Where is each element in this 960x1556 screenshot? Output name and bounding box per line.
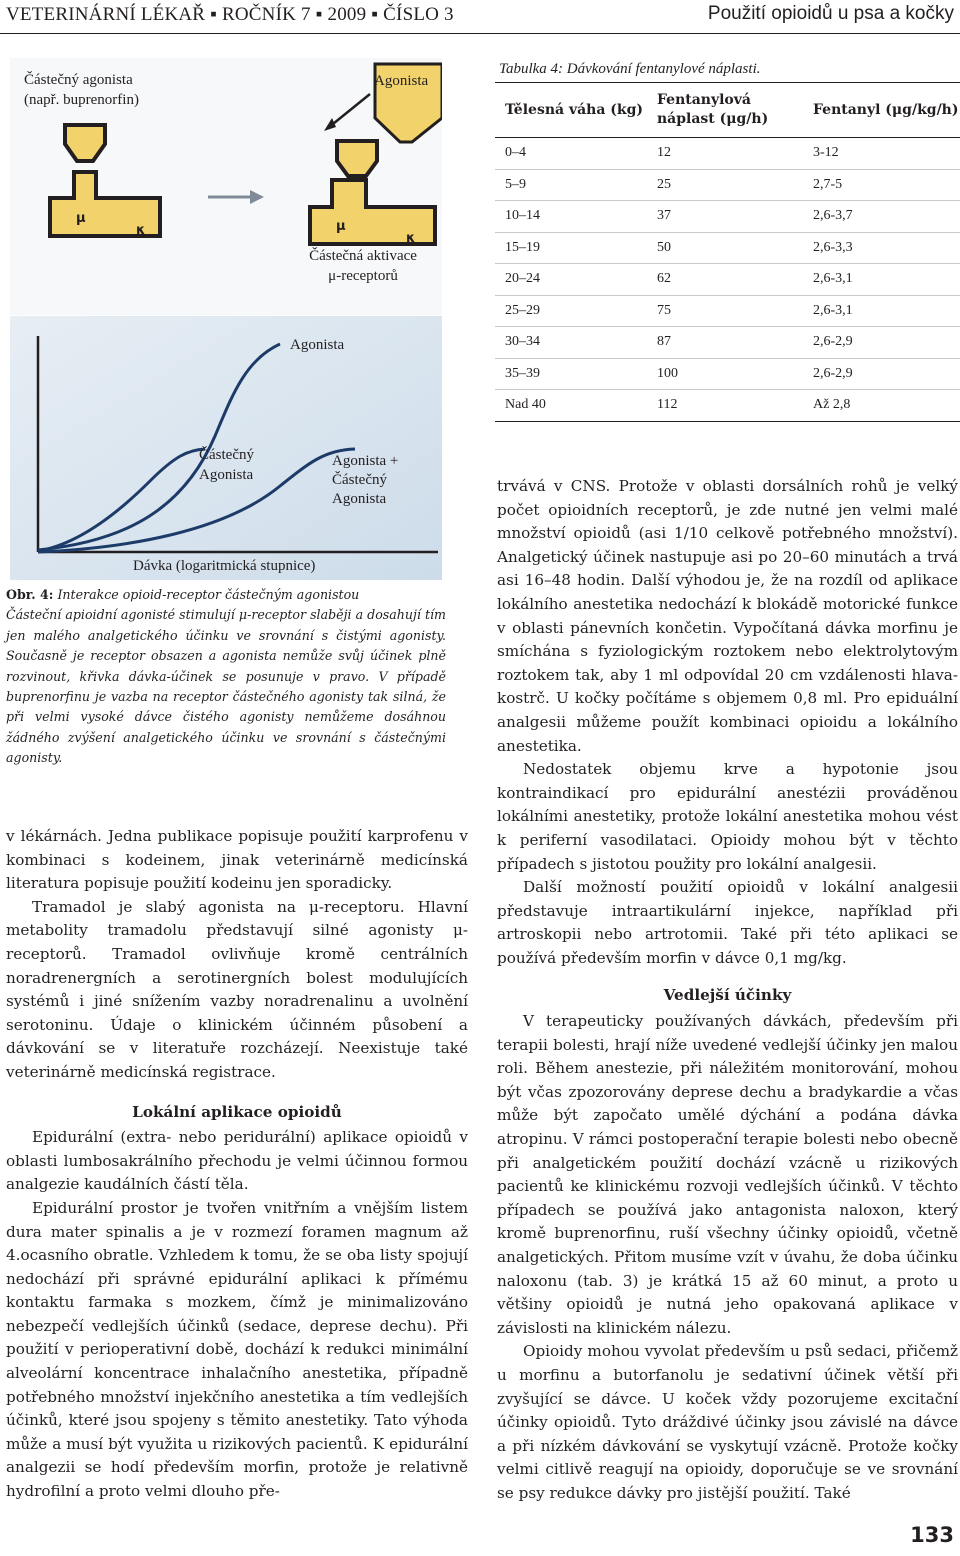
cell-patch: 37 xyxy=(657,208,671,224)
cell-patch: 75 xyxy=(657,302,671,318)
curve-agonist-label: Agonista xyxy=(290,337,345,353)
cell-patch: 62 xyxy=(657,271,671,287)
cell-weight: 5–9 xyxy=(505,176,526,192)
cell-patch: 87 xyxy=(657,334,671,350)
table-header-row xyxy=(495,83,960,138)
bound-partial-agonist-shape xyxy=(337,141,377,176)
paragraph: v lékárnách. Jedna publikace popisuje použití karprofenu v kombinaci s kodeinem, jinak veterinárně medicínská literatura popisuje použití kodeinu jen sporadicky. xyxy=(6,827,468,893)
table-row xyxy=(495,390,960,421)
cell-patch: 50 xyxy=(657,239,671,255)
section-heading-side-effects: Vedlejší účinky xyxy=(663,986,792,1005)
page-number: 133 xyxy=(910,1523,954,1547)
x-axis-label: Dávka (logaritmická stupnice) xyxy=(133,558,316,574)
cell-fentanyl: 2,6-3,7 xyxy=(813,208,853,224)
cell-fentanyl: 2,6-3,1 xyxy=(813,271,853,287)
figure-4 xyxy=(10,58,442,580)
table-row xyxy=(495,201,960,233)
cell-fentanyl: 3-12 xyxy=(813,145,839,161)
table-row xyxy=(495,233,960,265)
partial-activation-label-1: Částečná aktivace xyxy=(309,248,417,264)
table-row xyxy=(495,138,960,170)
page-header xyxy=(0,0,960,34)
caption-body: Částeční apioidní agonisté stimulují μ-receptor slaběji a dosahují tím jen malého analgetického účinku ve srovnání s čistými agonisty. Současně je receptor obsazen a agonista nemůže svůj účinek plně rozvinout, křivka dávka-účinek se posunuje v pravo. V případě buprenorfinu je vazba na receptor částečného agonisty tak silná, že při velmi vysoké dávce čistého agonisty nemůžeme dosáhnou žádného zvýšení analgetického účinku ve srovnání s částečnými agonisty. xyxy=(6,607,446,766)
cell-weight: 0–4 xyxy=(505,145,526,161)
table-row xyxy=(495,264,960,296)
cell-weight: 25–29 xyxy=(505,302,540,318)
dose-response-chart xyxy=(10,316,442,580)
paragraph: V terapeuticky používaných dávkách, především při terapii bolesti, hrají níže uvedené vedlejší účinky jen malou roli. Během anestezie, při náležitém monitorování, mohou být včas zpozorovány deprese dechu a bradykardie a včas může být započato umělé dýchání a podána dávka atropinu. V rámci postoperační terapie bolesti nebo obecně při analgetickém použití dochází vzácně u rizikových pacientů ke klinickému rozvoji vedlejších účinků. V těchto případech se používá jako antagonista naloxon, který kromě buprenorfinu, ruší všechny účinky opioidů, včetně analgetických. Přitom musíme vzít v úvahu, že doba účinku naloxonu (tab. 3) je krátká 15 až 60 minut, a proto u většiny opioidů je nutná jeho opakovaná aplikace v závislosti na klinickém nálezu. xyxy=(497,1012,958,1337)
cell-patch: 25 xyxy=(657,176,671,192)
section-heading-local-application: Lokální aplikace opioidů xyxy=(132,1102,342,1121)
fentanyl-dosing-table xyxy=(495,58,960,422)
cell-fentanyl: Až 2,8 xyxy=(813,397,851,413)
header-rule xyxy=(0,33,960,34)
caption-label: Obr. 4: xyxy=(6,587,54,602)
mu-label-right: μ xyxy=(336,219,346,234)
header-weight: Tělesná váha (kg) xyxy=(505,101,644,118)
rejection-arrow-icon xyxy=(328,94,370,128)
cell-weight: 15–19 xyxy=(505,239,540,255)
cell-fentanyl: 2,6-3,3 xyxy=(813,239,853,255)
cell-weight: 10–14 xyxy=(505,208,540,224)
table-title: Tabulka 4: Dávkování fentanylové náplasti. xyxy=(499,61,761,77)
paragraph: Epidurální (extra- nebo peridurální) aplikace opioidů v oblasti lumbosakrálního přechodu je velmi účinnou formou analgezie kaudálních částí těla. xyxy=(6,1128,468,1194)
curve-partial-label-2: Agonista xyxy=(199,467,254,483)
mu-label-left: μ xyxy=(76,211,86,226)
partial-agonist-shape xyxy=(65,125,105,161)
cell-weight: Nad 40 xyxy=(505,397,546,413)
partial-agonist-example: (např. buprenorfin) xyxy=(24,92,139,108)
cell-patch: 100 xyxy=(657,365,678,381)
cell-fentanyl: 2,6-2,9 xyxy=(813,334,853,350)
table-row xyxy=(495,170,960,202)
cell-fentanyl: 2,6-2,9 xyxy=(813,365,853,381)
cell-patch: 12 xyxy=(657,145,671,161)
paragraph: trvává v CNS. Protože v oblasti dorsálních rohů je velký počet opioidních receptorů, je zde nutné jen velmi malé množství opioidů (asi 1/10 celkově potřebného množství). Analgetický účinek nastupuje asi po 20–60 minutách a trvá asi 16–48 hodin. Další výhodou je, že na rozdíl od aplikace lokálního anestetika nedochází k blokádě motorické funkce v oblasti pánevních končetin. Vypočítaná dávka morfinu je smíchána s fyziologickým roztokem nebo elektrolytovým roztokem tak, aby 1 ml odpovídal 20 cm vzdálenosti hlava-kostrč. U kočky počítáme s objemem 0,8 ml. Pro epiduální analgesii můžeme použít kombinaci opioidu a lokálního anestetika. xyxy=(497,477,958,755)
cell-fentanyl: 2,6-3,1 xyxy=(813,302,853,318)
paragraph: Nedostatek objemu krve a hypotonie jsou kontraindikací pro epidurální anestézii prováděnou lokálními anestetiky, protože lokální anestetika mohou vést k periferní vasodilataci. Opioidy mohou být v těchto případech s jistotou použity pro lokální analgesii. xyxy=(497,760,958,873)
paragraph: Epidurální prostor je tvořen vnitřním a vnějším listem dura mater spinalis a je v rozmezí foramen magnum až 4.ocasního obratle. Vzhledem k tomu, že se oba listy spojují nedochází při správné epidurální aplikaci k přímému kontaktu farmaka s mozkem, čímž je minimalizováno nebezpečí vedlejších účinků (sedace, deprese dechu). Při použití v perioperativní době, dochází k redukci minimální alveolární koncentrace inhalačního anestetika, případně potřebného množství injekčního anestetika a tím vedlejších účinků, které jsou spojeny s těmito anestetiky. Tato výhoda může a musí být využita u rizikových pacientů. K epidurální analgezii se hodí především morfin, protože je relativně hydrofilní a proto velmi dlouho pře- xyxy=(6,1198,468,1501)
cell-weight: 20–24 xyxy=(505,271,540,287)
left-column xyxy=(6,825,468,1504)
journal-title: VETERINÁRNÍ LÉKAŘ ▪ ROČNÍK 7 ▪ 2009 ▪ ČÍSLO 3 xyxy=(6,4,454,25)
receptor-diagram xyxy=(10,58,442,315)
paragraph: Opioidy mohou vyvolat především u psů sedaci, přičemž u morfinu a butorfanolu je sedativní účinek větší při zvyšující se dávce. U koček vždy pozorujeme excitační účinky opioidů. Tyto dráždivé účinky jsou závislé na dávce a při nízkém dávkování se vyskytují vzácně. Protože kočky velmi citlivě reagují na opioidy, doporučuje se ve srovnání se psy redukce dávky pro jistější použití. Také xyxy=(497,1342,958,1502)
header-fentanyl: Fentanyl (μg/kg/h) xyxy=(813,101,959,118)
kappa-label-right: κ xyxy=(406,231,416,246)
cell-fentanyl: 2,7-5 xyxy=(813,176,843,192)
receptor-right-shape xyxy=(310,180,435,244)
article-title: Použití opioidů u psa a kočky xyxy=(707,3,954,24)
curve-partial-label-1: Částečný xyxy=(199,447,254,463)
table-grid xyxy=(495,82,960,422)
header-patch: Fentanylová náplast (μg/h) xyxy=(657,92,769,127)
paragraph: Další možností použití opioidů v lokální analgesii představuje intraartikulární injekce, například při artroskopii nebo artrotomii. Také při této aplikaci se používá především morfin v dávce 0,1 mg/kg. xyxy=(497,878,958,967)
caption-title: Interakce opioid-receptor částečným agonistou xyxy=(57,587,360,602)
paragraph: Tramadol je slabý agonista na μ-receptoru. Hlavní metabolity tramadolu představují silné agonisty μ-receptorů. Tramadol ovlivňuje kromě centrálních noradrenergních a serotinergních bolest modulujících systémů i jiné snížením vazby noradrenalinu a uvolnění serotoninu. Údaje o klinickém účinném působení a dávkování se v literatuře rozcházejí. Neexistuje také veterinárně medicínská registrace. xyxy=(6,897,468,1081)
figure-caption xyxy=(6,585,446,769)
table-row xyxy=(495,327,960,359)
curve-combo-label-1: Agonista + xyxy=(332,453,399,469)
partial-agonist-label: Částečný agonista xyxy=(24,72,133,88)
cell-patch: 112 xyxy=(657,397,678,413)
cell-weight: 30–34 xyxy=(505,334,540,350)
right-column xyxy=(497,475,958,1506)
kappa-label-left: κ xyxy=(136,223,146,238)
partial-activation-label-2: μ-receptorů xyxy=(328,268,398,284)
table-row xyxy=(495,296,960,328)
curve-combo-label-2: Částečný Agonista xyxy=(332,472,387,507)
table-row xyxy=(495,359,960,391)
cell-weight: 35–39 xyxy=(505,365,540,381)
agonist-label: Agonista xyxy=(374,73,429,89)
